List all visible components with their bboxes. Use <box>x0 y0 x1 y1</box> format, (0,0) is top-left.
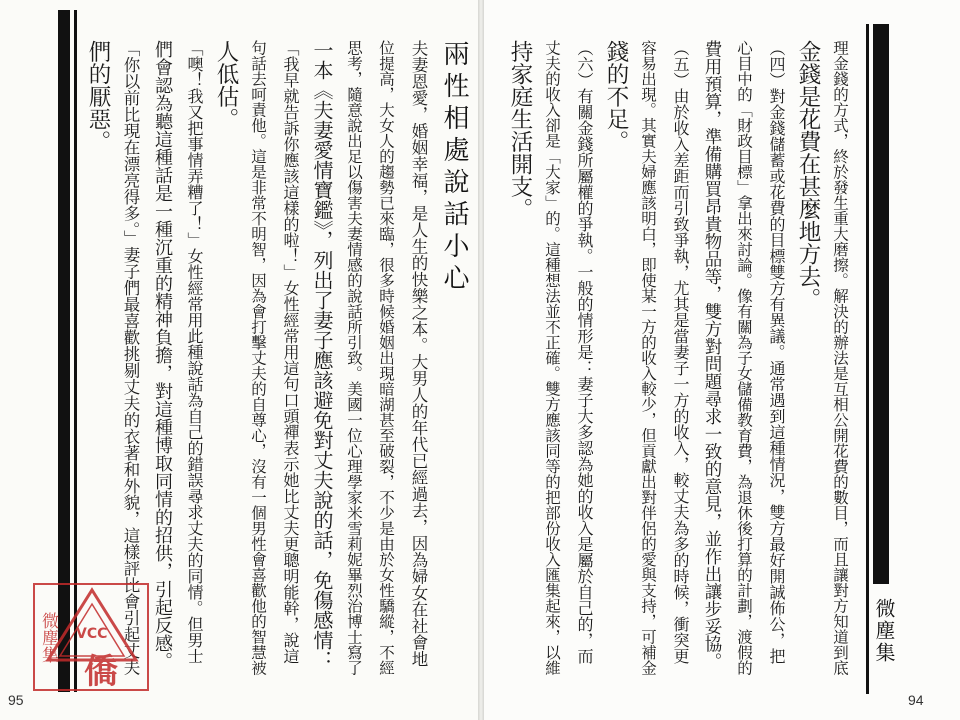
left-text-column: 一本《夫妻愛情寶鑑》，列出了妻子應該避免對丈夫說的話，免傷感情： <box>310 40 334 670</box>
page-number: 94 <box>908 692 924 708</box>
right-text-column: 金錢是花費在甚麼地方去。 <box>795 40 821 310</box>
left-text-column: 「你以前比現在漂亮得多。」妻子們最喜歡挑剔丈夫的衣著和外貌，這樣評比會引起丈夫 <box>121 40 140 676</box>
stamp-vertical-text <box>36 612 61 663</box>
right-border-bar-thin <box>866 24 869 694</box>
left-text-column: 們會認為聽這種話是一種沉重的精神負擔，對這種博取同情的招供，引起反感。 <box>152 40 173 670</box>
right-text-column: （六）有關金錢所屬權的爭執。一般的情形是：妻子大多認為她的收入是屬於自己的，而 <box>575 40 594 664</box>
right-text-column: 容易出現。其實夫婦應該明白，即使某一方的收入較少，但貢獻出對伴侶的愛與支持，可補金 <box>639 40 657 676</box>
left-text-column: 們的厭惡。 <box>85 40 111 153</box>
right-text-column: 丈夫的收入卻是「大家」的。這種想法並不正確。雙方應該同等的把部份收入匯集起來，以維 <box>543 40 561 676</box>
page-number: 95 <box>8 692 24 708</box>
stamp-character: 僑 <box>84 652 118 692</box>
right-text-column: 錢的不足。 <box>603 40 629 153</box>
right-page <box>484 0 960 720</box>
right-text-column: 理金錢的方式，終於發生重大磨擦。解決的辦法是互相公開花費的數目，而且讓對方知道到底 <box>831 40 849 676</box>
left-page <box>0 0 478 720</box>
left-text-column: 人低估。 <box>213 40 239 130</box>
right-text-column: 持家庭生活開支。 <box>507 40 533 220</box>
left-text-column: 思考，隨意說出足以傷害夫妻情感的說話所引致。美國一位心理學家米雪莉妮畢烈治博士寫了 <box>345 40 363 676</box>
left-text-column: 「噢！我又把事情弄糟了！」女性經常用此種說話為自己的錯誤尋求丈夫的同情。但男士 <box>185 40 204 664</box>
right-text-column: （四）對金錢儲蓄或花費的目標雙方有異議。通常遇到這種情況，雙方最好開誠佈公，把 <box>767 40 786 664</box>
left-text-column: 位提高，大女人的趨勢已來臨，很多時候婚姻出現暗湖甚至破裂，不少是由於女性驕縱，不經 <box>377 40 395 676</box>
stamp-letters: VCC <box>76 626 108 642</box>
right-text-column: 心目中的「財政目標」拿出來討論。像有關為子女儲備教育費，為退休後打算的計劃，渡假的 <box>735 40 753 676</box>
stamp-char: 微 <box>38 612 58 629</box>
right-border-bar-thick <box>873 24 889 584</box>
chapter-title: 兩性相處說話小心 <box>439 40 469 296</box>
left-text-column: 「我早就告訴你應該這樣的啦！」女性經常用這句口頭禪表示她比丈夫更聰明能幹，說這 <box>281 40 300 664</box>
stamp-char: 集 <box>38 646 58 663</box>
stamp-char: 塵 <box>38 629 58 646</box>
book-title-header: 微塵集 <box>872 598 896 664</box>
right-text-column: 費用預算，準備購買昂貴物品等，雙方對問題尋求一致的意見，並作出讓步妥協。 <box>702 40 722 670</box>
left-text-column: 夫妻恩愛，婚姻幸福，是人生的快樂之本。大男人的年代已經過去，因為婦女在社會地 <box>409 40 428 667</box>
right-text-column: （五）由於收入差距而引致爭執，尤其是當妻子一方的收入，較丈夫為多的時候，衝突更 <box>671 40 690 664</box>
library-stamp <box>32 582 150 692</box>
left-text-column: 句話去呵責他。這是非常不明智，因為會打擊丈夫的自尊心，沒有一個男性會喜歡他的智慧被 <box>249 40 267 676</box>
